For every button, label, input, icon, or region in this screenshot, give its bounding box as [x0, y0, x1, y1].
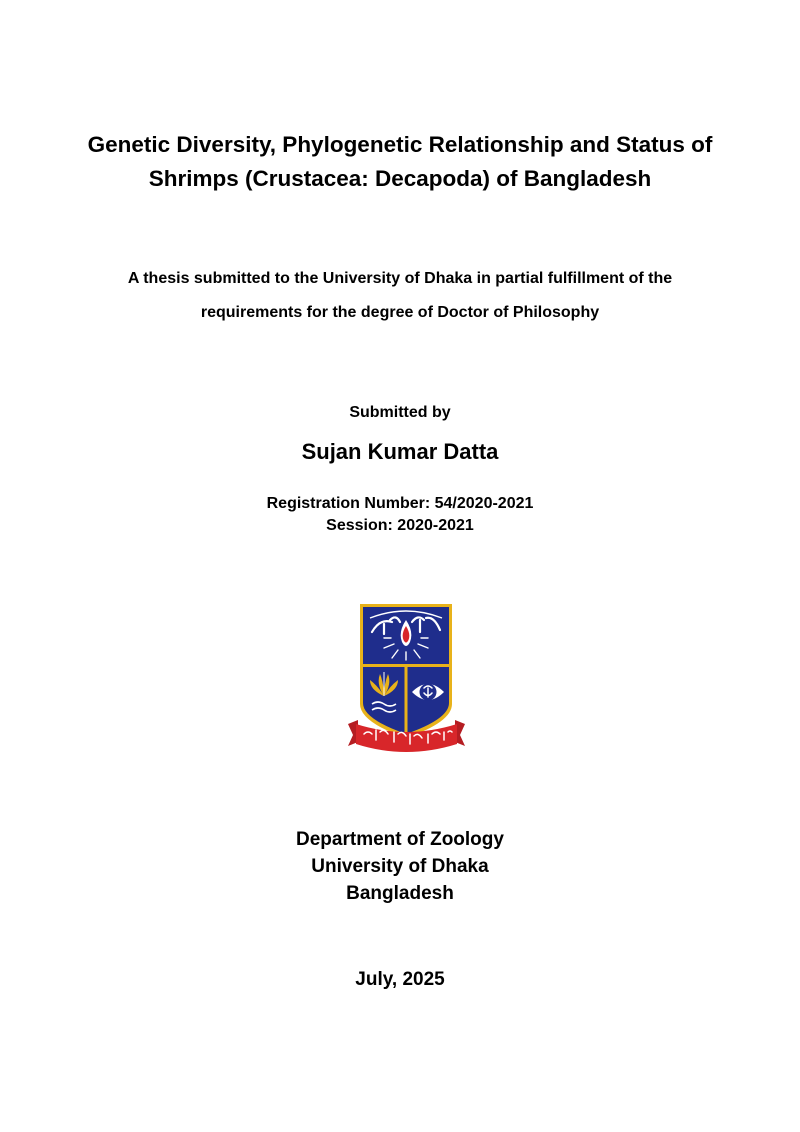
author-name: Sujan Kumar Datta [301, 439, 499, 464]
department-name: Department of Zoology [296, 829, 504, 850]
university-emblem-icon [344, 600, 469, 760]
thesis-statement [0, 262, 800, 330]
university-name: University of Dhaka [311, 856, 489, 877]
submitted-by-label: Submitted by [349, 404, 451, 421]
registration-info [0, 493, 800, 537]
university-emblem [344, 600, 469, 760]
country-name: Bangladesh [346, 883, 454, 904]
thesis-statement-line-2: requirements for the degree of Doctor of Philosophy [200, 304, 600, 321]
submission-date: July, 2025 [355, 969, 445, 990]
thesis-title-line-1: Genetic Diversity, Phylogenetic Relationship and Status of [87, 132, 713, 157]
institution-block [0, 826, 800, 907]
thesis-title-line-2: Shrimps (Crustacea: Decapoda) of Bangladesh [148, 166, 652, 191]
registration-number: Registration Number: 54/2020-2021 [266, 495, 534, 512]
session: Session: 2020-2021 [326, 517, 474, 534]
thesis-title [0, 128, 800, 196]
thesis-statement-line-1: A thesis submitted to the University of Dhaka in partial fulfillment of the [127, 270, 673, 287]
